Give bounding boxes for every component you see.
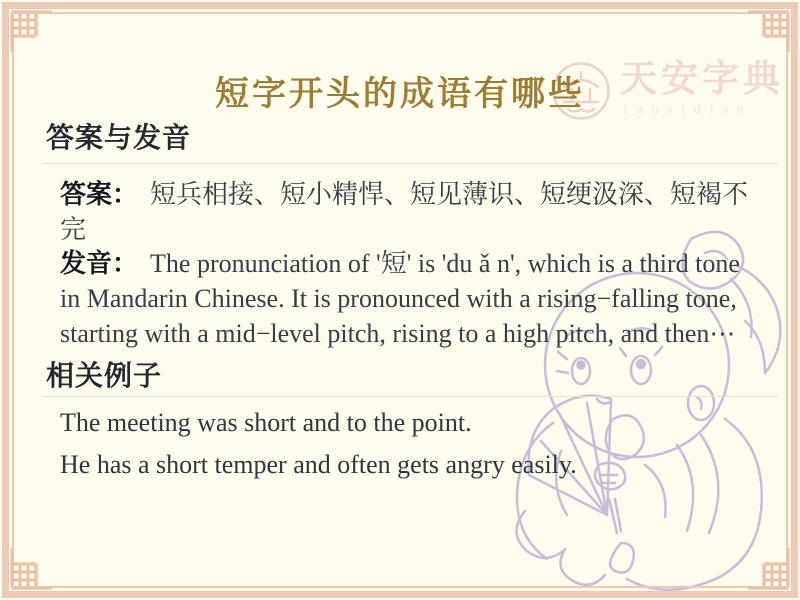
corner-ornament-bottom-left	[7, 547, 53, 593]
answer-label: 答案：	[60, 180, 139, 209]
divider	[42, 396, 778, 397]
corner-ornament-bottom-right	[747, 547, 793, 593]
corner-ornament-top-right	[747, 7, 793, 53]
section-heading-answer-pronunciation: 答案与发音	[46, 123, 192, 154]
example-sentence: The meeting was short and to the point.	[60, 408, 472, 437]
pronunciation-paragraph	[60, 246, 758, 351]
page-title: 短字开头的成语有哪些	[215, 76, 585, 113]
answer-paragraph	[60, 177, 758, 247]
section-heading-examples: 相关例子	[46, 361, 163, 392]
answer-idioms-text: 短兵相接、短小精悍、短见薄识、短绠汲深、短褐不完	[60, 180, 749, 244]
logo-text: 天安字典	[620, 59, 784, 100]
pronunciation-label: 发音：	[60, 249, 139, 278]
pronunciation-text: The pronunciation of '短' is 'du ǎ n', which is a third tone in Mandarin Chinese. It is pronounced with a rising−falling tone, starting with a mid−level pitch, rising to a high pitch, and then⋯	[60, 249, 740, 348]
logo-tagline: tanzidian	[624, 101, 753, 116]
example-sentence: He has a short temper and often gets angry easily.	[60, 450, 577, 479]
corner-ornament-top-left	[7, 7, 53, 53]
divider	[42, 163, 778, 164]
